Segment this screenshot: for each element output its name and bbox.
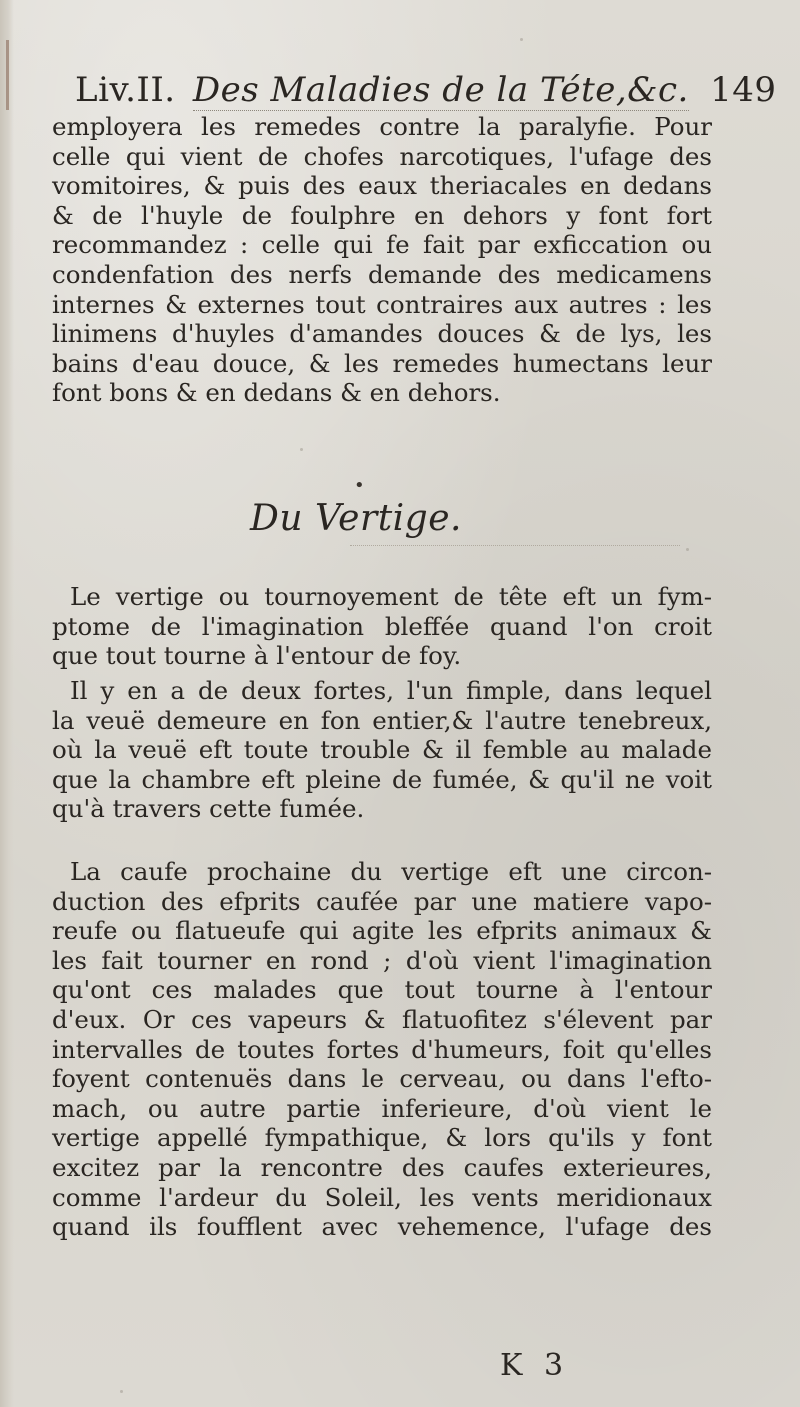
text-line: ptome de l'imagination bleffée quand l'on croit xyxy=(52,611,712,641)
text-line: qu'ont ces malades que tout tourne à l'entour xyxy=(52,975,712,1005)
text-line: reufe ou flatueufe qui agite les efprits animaux & xyxy=(52,916,712,946)
text-line: mach, ou autre partie inferieure, d'où vient le xyxy=(52,1093,712,1123)
text-line: comme l'ardeur du Soleil, les vents meridionaux xyxy=(52,1182,712,1212)
text-line: la veuë demeure en fon entier,& l'autre tenebreux, xyxy=(52,705,712,735)
text-line: vomitoires, & puis des eaux theriacales en dedans xyxy=(52,171,712,201)
text-line: intervalles de toutes fortes d'humeurs, foit qu'elles xyxy=(52,1034,712,1064)
page-number: 149 xyxy=(710,70,777,110)
binding-stain xyxy=(6,40,9,110)
paper-speck xyxy=(300,448,303,451)
text-line: linimens d'huyles d'amandes douces & de lys, les xyxy=(52,319,712,349)
running-title: Des Maladies de la Téte,&c. xyxy=(192,70,689,110)
text-line: Le vertige ou tournoyement de tête eft un fym- xyxy=(70,582,712,611)
text-line: quand ils foufflent avec vehemence, l'ufage des xyxy=(52,1212,712,1242)
text-line: que la chambre eft pleine de fumée, & qu'il ne voit xyxy=(52,764,712,794)
paper-speck xyxy=(120,1390,123,1393)
paragraph-definition xyxy=(52,582,712,671)
paper-speck xyxy=(520,38,523,41)
text-line: Il y en a de deux fortes, l'un fimple, dans lequel xyxy=(70,676,712,705)
text-line: font bons & en dedans & en dehors. xyxy=(52,378,501,408)
heading-divider xyxy=(350,545,680,547)
text-line: foyent contenuës dans le cerveau, ou dans l'efto- xyxy=(52,1064,712,1094)
signature-mark: K 3 xyxy=(500,1348,570,1383)
text-line: excitez par la rencontre des caufes exterieures, xyxy=(52,1152,712,1182)
text-line: d'eux. Or ces vapeurs & flatuofitez s'élevent par xyxy=(52,1004,712,1034)
page-binding-edge xyxy=(0,0,14,1407)
text-line: La caufe prochaine du vertige eft une circon- xyxy=(70,857,712,886)
text-line: les fait tourner en rond ; d'où vient l'imagination xyxy=(52,945,712,975)
text-line: où la veuë eft toute trouble & il femble au malade xyxy=(52,735,712,765)
text-line: employera les remedes contre la paralyfie. Pour xyxy=(52,112,712,141)
text-line: condenfation des nerfs demande des medicamens xyxy=(52,259,712,289)
text-line: & de l'huyle de foulphre en dehors y font fort xyxy=(52,200,712,230)
paragraph-cause xyxy=(52,857,712,1242)
paragraph-two-kinds xyxy=(52,676,712,824)
text-line: internes & externes tout contraires aux autres : les xyxy=(52,289,712,319)
paragraph-paralysis-remedies xyxy=(52,112,712,408)
text-line: duction des efprits caufée par une matiere vapo- xyxy=(52,886,712,916)
section-ornament: • xyxy=(354,475,365,496)
text-line: recommandez : celle qui fe fait par exficcation ou xyxy=(52,230,712,260)
paper-speck xyxy=(686,548,689,551)
text-line: bains d'eau douce, & les remedes humectans leur xyxy=(52,348,712,378)
book-number: Liv.II. xyxy=(75,70,176,110)
section-heading: Du Vertige. xyxy=(250,498,462,539)
text-line: celle qui vient de chofes narcotiques, l'ufage des xyxy=(52,141,712,171)
text-line: que tout tourne à l'entour de foy. xyxy=(52,641,462,671)
text-line: vertige appellé fympathique, & lors qu'ils y font xyxy=(52,1123,712,1153)
text-line: qu'à travers cette fumée. xyxy=(52,794,365,824)
